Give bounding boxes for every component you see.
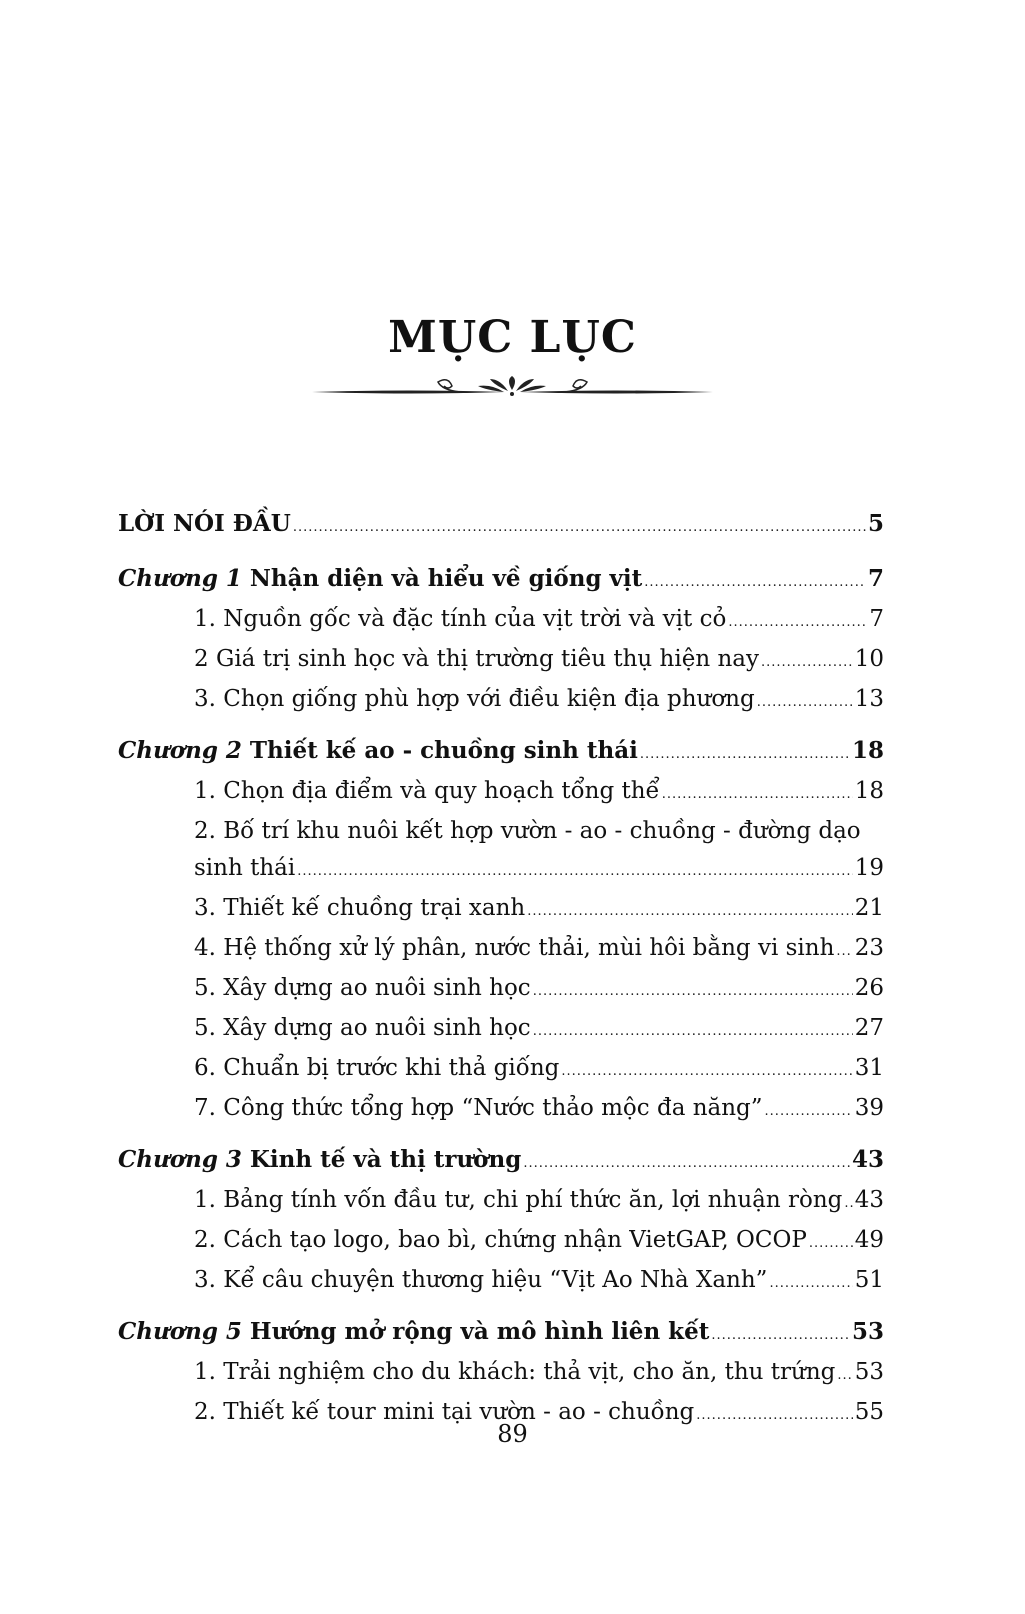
chapter-title: Thiết kế ao - chuồng sinh thái	[249, 737, 638, 764]
item-title: 2. Cách tạo logo, bao bì, chứng nhận VietGAP, OCOP	[194, 1227, 807, 1253]
toc-chapter-5[interactable]	[118, 1313, 884, 1354]
item-page: 10	[854, 646, 884, 672]
leader-dots	[640, 736, 850, 773]
item-title: 1. Trải nghiệm cho du khách: thả vịt, cho ăn, thu trứng	[194, 1359, 836, 1385]
item-title: 1. Bảng tính vốn đầu tư, chi phí thức ăn, lợi nhuận ròng	[194, 1187, 843, 1213]
leader-dots	[527, 893, 852, 930]
leader-dots	[728, 604, 867, 641]
chapter-title: Hướng mở rộng và mô hình liên kết	[249, 1318, 710, 1345]
item-title: sinh thái	[194, 855, 296, 881]
toc-chapter-2[interactable]	[118, 732, 884, 773]
toc-chapter-3[interactable]	[118, 1141, 884, 1182]
item-title: 1. Chọn địa điểm và quy hoạch tổng thể	[194, 778, 660, 804]
toc-item[interactable]	[118, 850, 884, 890]
toc-item[interactable]	[118, 773, 884, 813]
item-page: 39	[854, 1095, 884, 1121]
leader-dots	[765, 1093, 853, 1130]
preface-page: 5	[867, 510, 884, 537]
toc-item[interactable]	[118, 1010, 884, 1050]
chapter-label: Chương 1	[118, 565, 242, 592]
item-title: 3. Chọn giống phù hợp với điều kiện địa phương	[194, 686, 755, 712]
item-page: 31	[854, 1055, 884, 1081]
item-page: 19	[854, 855, 884, 881]
page-title: MỤC LỤC	[388, 312, 637, 363]
leader-dots	[769, 1265, 852, 1302]
item-title: 3. Thiết kế chuồng trại xanh	[194, 895, 526, 921]
toc-item[interactable]	[118, 1222, 884, 1262]
chapter-page: 18	[851, 737, 884, 764]
chapter-title: Kinh tế và thị trường	[249, 1146, 522, 1173]
item-page: 49	[854, 1227, 884, 1253]
toc-item[interactable]	[118, 1090, 884, 1130]
item-title: 7. Công thức tổng hợp “Nước thảo mộc đa năng”	[194, 1095, 763, 1121]
leader-dots	[662, 776, 853, 813]
item-title: 2. Thiết kế tour mini tại vườn - ao - chuồng	[194, 1399, 695, 1425]
item-page: 55	[854, 1399, 884, 1425]
preface-title: LỜI NÓI ĐẦU	[118, 510, 291, 537]
leader-dots	[836, 933, 852, 970]
toc-item[interactable]	[118, 601, 884, 641]
item-title: 1. Nguồn gốc và đặc tính của vịt trời và vịt cỏ	[194, 606, 727, 632]
item-page: 51	[854, 1267, 884, 1293]
toc-item[interactable]	[118, 930, 884, 970]
item-page: 13	[854, 686, 884, 712]
item-title: 4. Hệ thống xử lý phân, nước thải, mùi hôi bằng vi sinh	[194, 935, 835, 961]
leader-dots	[844, 1185, 852, 1222]
leader-dots	[757, 684, 853, 721]
toc-item[interactable]	[118, 1182, 884, 1222]
item-page: 21	[854, 895, 884, 921]
item-title: 3. Kể câu chuyện thương hiệu “Vịt Ao Nhà Xanh”	[194, 1267, 768, 1293]
item-page: 23	[854, 935, 884, 961]
toc-preface[interactable]	[118, 505, 884, 546]
leader-dots	[837, 1357, 852, 1394]
table-of-contents	[118, 505, 884, 1434]
leader-dots	[809, 1225, 853, 1262]
item-title-line1[interactable]: 2. Bố trí khu nuôi kết hợp vườn - ao - chuồng - đường dạo	[194, 818, 861, 844]
item-page: 27	[854, 1015, 884, 1041]
leader-dots	[297, 853, 852, 890]
leader-dots	[561, 1053, 852, 1090]
item-title: 2 Giá trị sinh học và thị trường tiêu thụ hiện nay	[194, 646, 759, 672]
toc-item[interactable]	[118, 890, 884, 930]
toc-item[interactable]	[118, 1050, 884, 1090]
chapter-page: 7	[867, 565, 884, 592]
leader-dots	[711, 1317, 850, 1354]
chapter-page: 43	[851, 1146, 884, 1173]
item-page: 7	[869, 606, 884, 632]
item-page: 18	[854, 778, 884, 804]
toc-item[interactable]	[118, 681, 884, 721]
toc-chapter-1[interactable]	[118, 560, 884, 601]
chapter-label: Chương 5	[118, 1318, 242, 1345]
chapter-page: 53	[851, 1318, 884, 1345]
item-page: 26	[854, 975, 884, 1001]
toc-item[interactable]	[118, 1354, 884, 1394]
leader-dots	[761, 644, 853, 681]
item-page: 53	[854, 1359, 884, 1385]
leader-dots	[533, 973, 853, 1010]
chapter-title: Nhận diện và hiểu về giống vịt	[249, 565, 643, 592]
leader-dots	[523, 1145, 850, 1182]
toc-item[interactable]	[118, 1262, 884, 1302]
toc-item[interactable]	[118, 970, 884, 1010]
page-number: 89	[497, 1420, 528, 1448]
leader-dots	[293, 509, 866, 546]
toc-item[interactable]	[118, 641, 884, 681]
leader-dots	[533, 1013, 853, 1050]
item-title: 5. Xây dựng ao nuôi sinh học	[194, 1015, 531, 1041]
item-title: 6. Chuẩn bị trước khi thả giống	[194, 1055, 560, 1081]
chapter-label: Chương 3	[118, 1146, 242, 1173]
chapter-label: Chương 2	[118, 737, 242, 764]
leader-dots	[644, 564, 866, 601]
divider-ornament-icon	[310, 376, 715, 408]
item-title: 5. Xây dựng ao nuôi sinh học	[194, 975, 531, 1001]
item-page: 43	[854, 1187, 884, 1213]
